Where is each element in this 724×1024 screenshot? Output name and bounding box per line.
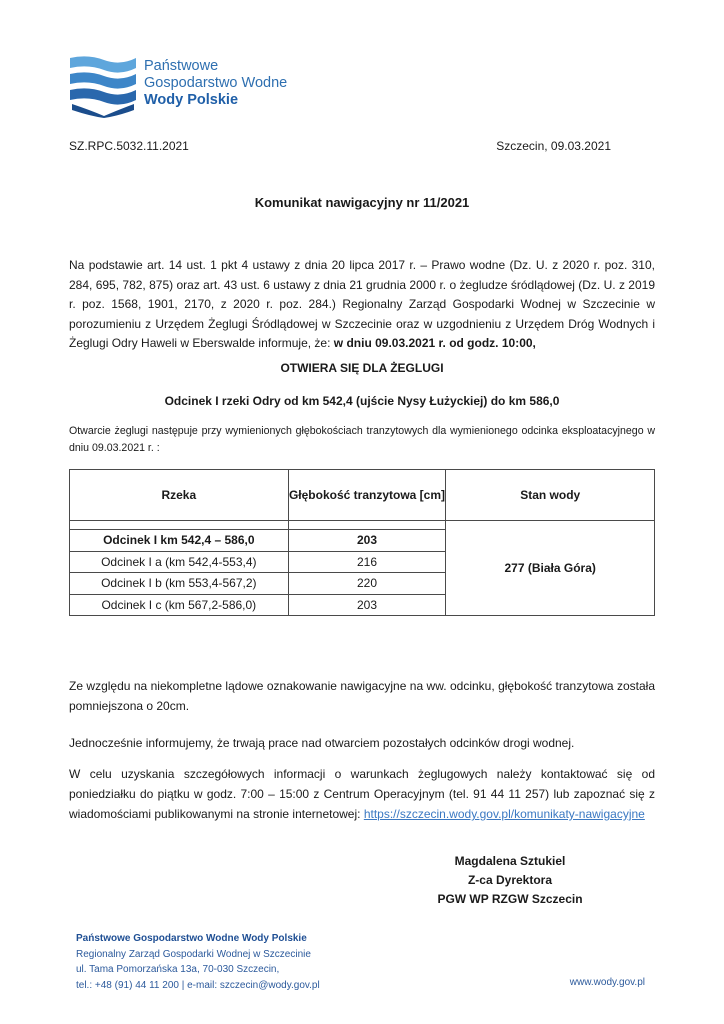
document-reference: SZ.RPC.5032.11.2021	[69, 139, 189, 153]
signatory-role: Z-ca Dyrektora	[467, 873, 553, 887]
logo	[68, 54, 288, 118]
table-spacer-cell	[70, 521, 289, 530]
works-note: Jednocześnie informujemy, że trwają prace nad otwarciem pozostałych odcinków drogi wodnej.	[69, 736, 575, 750]
section-cell: Odcinek I b (km 553,4-567,2)	[70, 573, 289, 595]
marking-note: Ze względu na niekompletne lądowe oznakowanie nawigacyjne na ww. odcinku, głębokość tranzytowa została pomniejszona o 20cm.	[69, 679, 655, 713]
contact-paragraph	[69, 764, 655, 824]
section-heading: Odcinek I rzeki Odry od km 542,4 (ujście Nysy Łużyckiej) do km 586,0	[164, 394, 560, 408]
section-cell: Odcinek I a (km 542,4-553,4)	[70, 551, 289, 573]
depth-table	[69, 469, 655, 616]
intro-text: Na podstawie art. 14 ust. 1 pkt 4 ustawy z dnia 20 lipca 2017 r. – Prawo wodne (Dz. U. z 2020 r. poz. 310, 284, 695, 782, 875) oraz art. 43 ust. 6 ustawy z dnia 21 grudnia 2000 r. o żegludze śródlądowej (Dz. U. z 2019 r. poz. 1568, 1901, 2170, z 2020 r. poz. 284.) Regionalny Zarząd Gospodarki Wodnej w Szczecinie w porozumieniu z Urzędem Żeglugi Śródlądowej w Szczecinie oraz w uzgodnieniu z Urzędem Dróg Wodnych i Żeglugi Odry Haweli w Eberswalde informuje, że:	[69, 258, 655, 350]
logo-text	[144, 58, 287, 109]
footer	[76, 931, 320, 993]
footer-contact: tel.: +48 (91) 44 11 200 | e-mail: szczecin@wody.gov.pl	[76, 979, 320, 991]
column-header-depth: Głębokość tranzytowa [cm]	[288, 470, 446, 521]
column-header-river: Rzeka	[70, 470, 289, 521]
signatory-org: PGW WP RZGW Szczecin	[437, 892, 583, 906]
depth-cell: 216	[288, 551, 446, 573]
announcement-heading: OTWIERA SIĘ DLA ŻEGLUGI	[280, 361, 444, 375]
table-spacer-row	[70, 521, 655, 530]
contact-text: W celu uzyskania szczegółowych informacji o warunkach żeglugowych należy kontaktować się od poniedziałku do piątku w godz. 7:00 – 15:00 z Centrum Operacyjnym (tel. 91 44 11 257) lub zapoznać się z wiadomościami publikowanymi na stronie internetowej:	[69, 767, 655, 821]
signatory-name: Magdalena Sztukiel	[454, 854, 566, 868]
depth-cell: 220	[288, 573, 446, 595]
column-header-water-level: Stan wody	[446, 470, 655, 521]
signature-block	[410, 852, 610, 909]
table-spacer-cell	[288, 521, 446, 530]
depth-note: Otwarcie żeglugi następuje przy wymienionych głębokościach tranzytowych dla wymienionego odcinka eksploatacyjnego w dniu 09.03.2021 r. :	[69, 425, 655, 454]
footer-website[interactable]: www.wody.gov.pl	[569, 977, 645, 988]
footer-unit: Regionalny Zarząd Gospodarki Wodnej w Szczecinie	[76, 948, 311, 960]
document-title: Komunikat nawigacyjny nr 11/2021	[254, 195, 470, 210]
footer-address: ul. Tama Pomorzańska 13a, 70-030 Szczecin,	[76, 964, 280, 975]
intro-paragraph	[69, 256, 655, 354]
notices-link[interactable]: https://szczecin.wody.gov.pl/komunikaty-nawigacyjne	[363, 807, 645, 821]
place-and-date: Szczecin, 09.03.2021	[496, 139, 611, 153]
depth-cell: 203	[288, 530, 446, 552]
footer-org: Państwowe Gospodarstwo Wodne Wody Polskie	[76, 933, 307, 944]
table-header-row	[70, 470, 655, 521]
wody-polskie-logo-icon	[68, 54, 138, 118]
water-level-cell: 277 (Biała Góra)	[446, 521, 655, 616]
logo-line-3: Wody Polskie	[144, 92, 239, 108]
intro-bold-date: w dniu 09.03.2021 r. od godz. 10:00,	[333, 336, 536, 350]
logo-line-2: Gospodarstwo Wodne	[144, 75, 288, 91]
section-cell: Odcinek I c (km 567,2-586,0)	[70, 594, 289, 616]
logo-line-1: Państwowe	[144, 58, 219, 74]
section-cell: Odcinek I km 542,4 – 586,0	[70, 530, 289, 552]
depth-cell: 203	[288, 594, 446, 616]
